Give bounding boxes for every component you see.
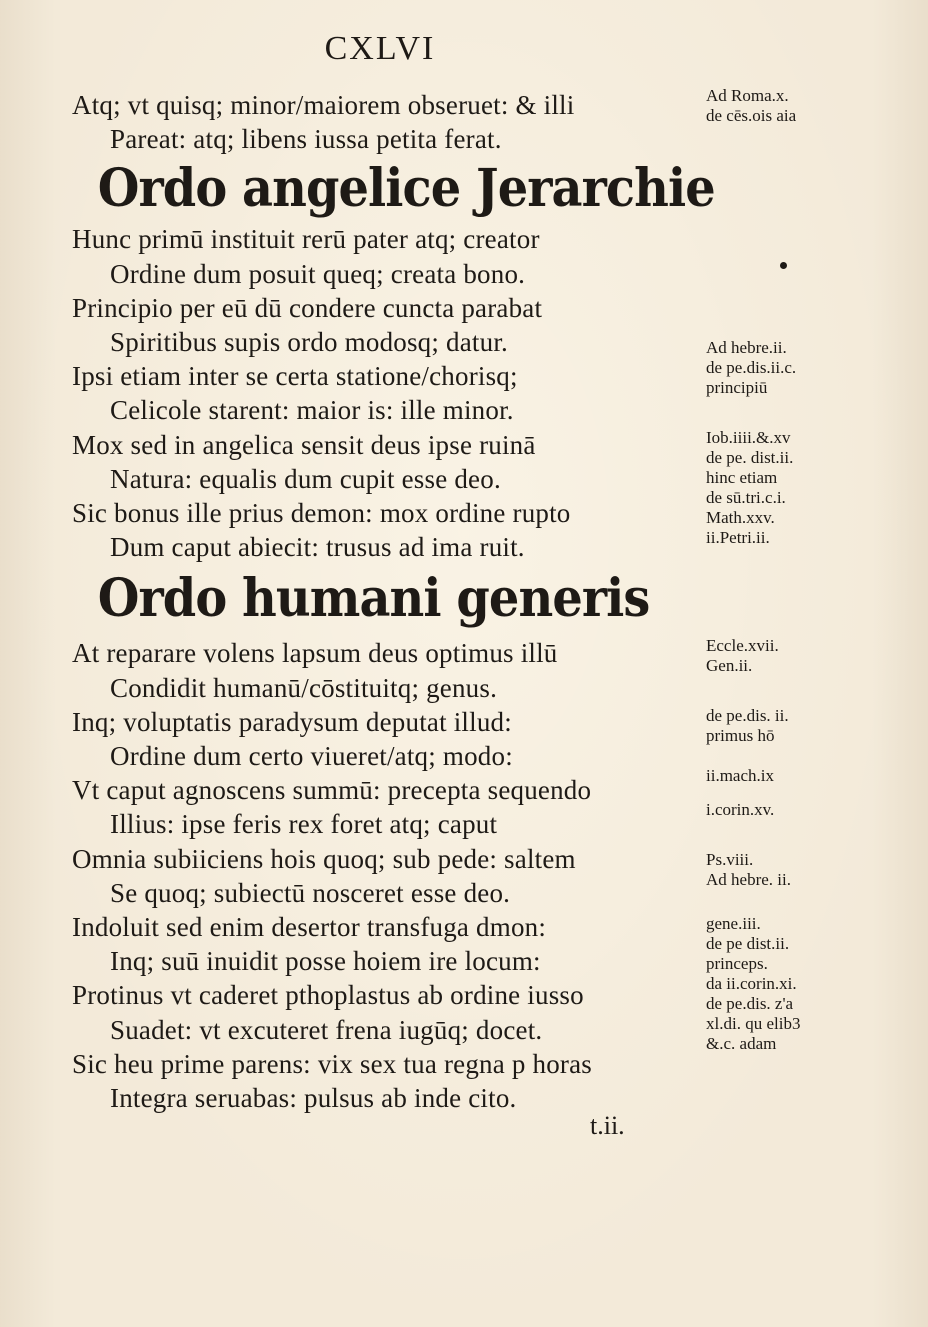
margin-note-line: de pe dist.ii. xyxy=(706,934,790,953)
verse-line: Indoluit sed enim desertor transfuga dmon: xyxy=(72,912,547,943)
margin-note-line: &.c. adam xyxy=(706,1034,777,1053)
verse-line: Pareat: atq; libens iussa petita ferat. xyxy=(110,124,502,155)
margin-note-line: xl.di. qu elib3 xyxy=(706,1014,801,1033)
verse-line: Vt caput agnoscens summū: precepta sequendo xyxy=(72,775,592,806)
margin-note-line: Ad Roma.x. xyxy=(706,86,789,105)
verse-line: Ordine dum posuit queq; creata bono. xyxy=(110,258,526,289)
verse-line: Se quoq; subiectū nosceret esse deo. xyxy=(110,877,511,908)
margin-note-line: Ad hebre.ii. xyxy=(706,338,787,357)
verse-line: Ipsi etiam inter se certa statione/chorisq; xyxy=(72,361,518,392)
verse-line: Atq; vt quisq; minor/maiorem obseruet: & illi xyxy=(72,90,575,120)
margin-note-line: Ps.viii. xyxy=(706,850,754,869)
margin-note-line: i.corin.xv. xyxy=(706,800,775,819)
verse-line: At reparare volens lapsum deus optimus illū xyxy=(72,638,558,669)
folio-number: CXLVI xyxy=(324,30,436,67)
verse-line: Omnia subiiciens hois quoq; sub pede: saltem xyxy=(72,843,576,874)
margin-note-line: princeps. xyxy=(706,954,768,973)
verse-line: Mox sed in angelica sensit deus ipse ruinā xyxy=(72,429,536,460)
margin-note-line: hinc etiam xyxy=(706,468,778,487)
signature-mark: t.ii. xyxy=(590,1111,625,1140)
margin-note-line: de pe.dis. ii. xyxy=(706,706,789,725)
margin-note-line: Gen.ii. xyxy=(706,656,753,675)
verse-line: Sic heu prime parens: vix sex tua regna p horas xyxy=(72,1048,593,1079)
verse-line: Ordine dum certo viueret/atq; modo: xyxy=(110,741,513,772)
margin-note-line: Eccle.xvii. xyxy=(706,636,779,655)
margin-note-line: de pe.dis.ii.c. xyxy=(706,358,797,377)
verse-line: Condidit humanū/cōstituitq; genus. xyxy=(110,672,498,703)
margin-note-line: ii.Petri.ii. xyxy=(706,528,770,547)
margin-note-primus-homo xyxy=(706,706,866,746)
margin-note-maccabees xyxy=(706,766,866,786)
verse-line: Protinus vt caderet pthoplastus ab ordine iusso xyxy=(72,980,584,1011)
verse-line: Integra seruabas: pulsus ab inde cito. xyxy=(110,1083,517,1114)
verse-line: Dum caput abiecit: trusus ad ima ruit. xyxy=(110,532,525,563)
margin-note-line: ii.mach.ix xyxy=(706,766,774,785)
section-heading-angelic-hierarchy: Ordo angelice Jerarchie xyxy=(97,158,715,220)
margin-dot xyxy=(780,262,787,269)
verse-line: Hunc primū instituit rerū pater atq; creator xyxy=(72,224,540,255)
verse-line: Principio per eū dū condere cuncta parabat xyxy=(72,292,543,323)
main-text-column xyxy=(72,88,715,1115)
verse-line: Inq; suū inuidit posse hoiem ire locum: xyxy=(110,946,541,977)
margin-note-line: Math.xxv. xyxy=(706,508,775,527)
margin-note-psalms xyxy=(706,850,866,890)
margin-note-romans xyxy=(706,86,866,126)
verse-line: Celicole starent: maior is: ille minor. xyxy=(110,395,514,426)
margin-note-line: da ii.corin.xi. xyxy=(706,974,797,993)
margin-note-corinthians xyxy=(706,800,866,820)
margin-note-line: de pe. dist.ii. xyxy=(706,448,794,467)
verse-line: Spiritibus supis ordo modosq; datur. xyxy=(110,327,508,358)
margin-note-line: gene.iii. xyxy=(706,914,761,933)
section-heading-human-race: Ordo humani generis xyxy=(97,568,650,630)
margin-note-line: de sū.tri.c.i. xyxy=(706,488,786,507)
margin-note-line: Ad hebre. ii. xyxy=(706,870,791,889)
margin-note-line: Iob.iiii.&.xv xyxy=(706,428,791,447)
verse-line: Illius: ipse feris rex foret atq; caput xyxy=(110,809,498,840)
verse-line: Natura: equalis dum cupit esse deo. xyxy=(110,463,501,494)
margin-note-line: principiū xyxy=(706,378,768,397)
verse-line: Inq; voluptatis paradysum deputat illud: xyxy=(72,706,512,737)
verse-line: Sic bonus ille prius demon: mox ordine rupto xyxy=(72,498,571,529)
margin-note-line: de cēs.ois aia xyxy=(706,106,797,125)
margin-note-genesis xyxy=(706,914,866,1054)
margin-note-line: de pe.dis. z'a xyxy=(706,994,794,1013)
margin-note-hebrews xyxy=(706,338,866,398)
margin-note-ecclesiasticus xyxy=(706,636,866,676)
verse-line: Suadet: vt excuteret frena iugūq; docet. xyxy=(110,1014,543,1045)
margin-note-job xyxy=(706,428,866,548)
margin-note-line: primus hō xyxy=(706,726,775,745)
